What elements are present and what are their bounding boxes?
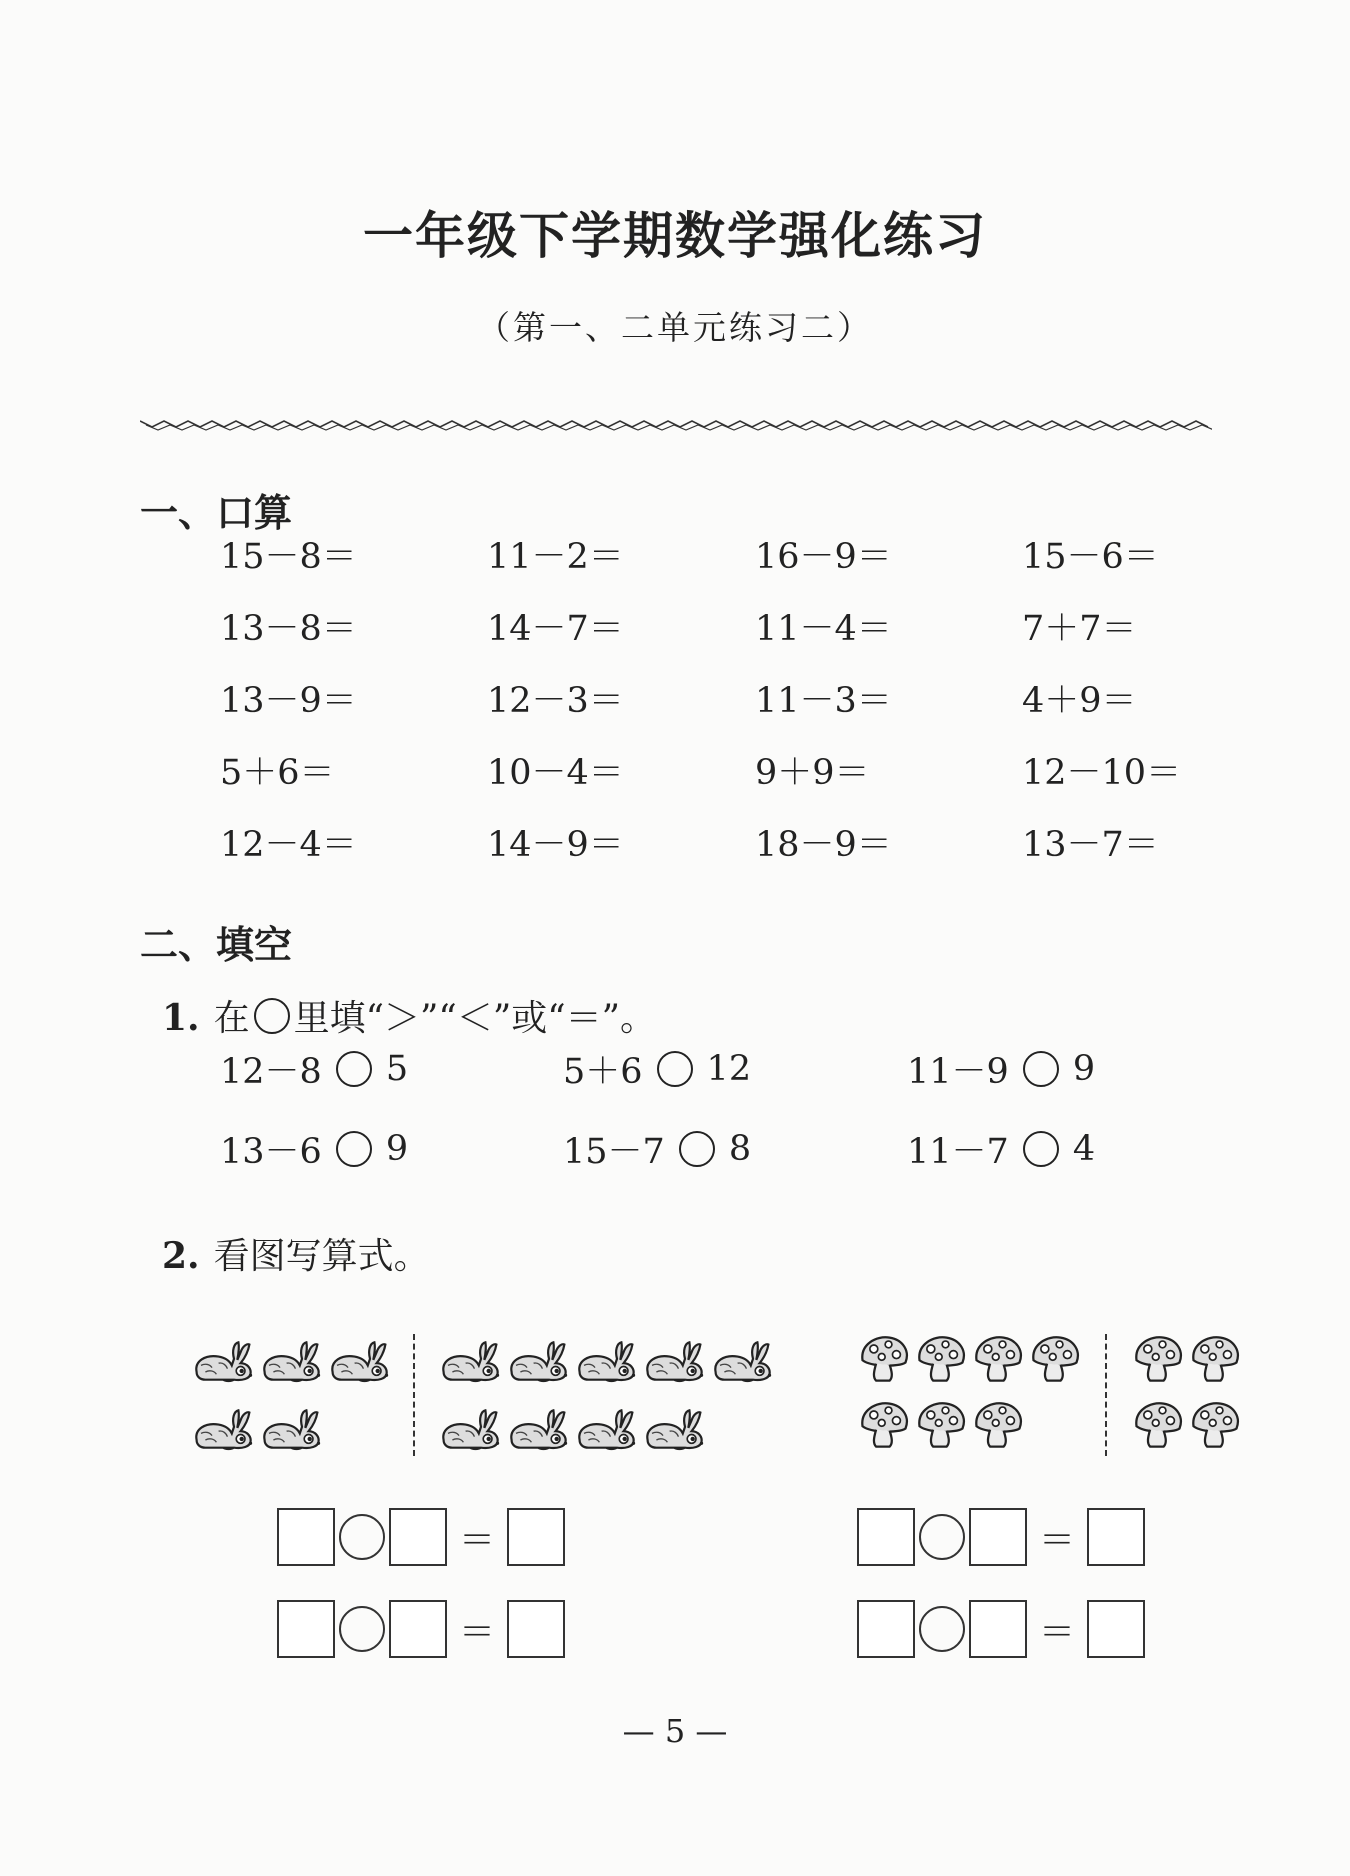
mushroom-icon: [1189, 1333, 1241, 1383]
question-2-text: 看图写算式。: [213, 1236, 430, 1277]
comparison-left: 12－8: [220, 1052, 322, 1092]
question-1-number: 1.: [162, 997, 200, 1039]
question-1-text-after: 里填“＞”“＜”或“＝”。: [293, 998, 657, 1039]
mental-math-problem: 9＋9＝: [755, 753, 870, 793]
mushroom-icon: [972, 1333, 1024, 1383]
mental-math-problem: 15－8＝: [220, 537, 357, 577]
comparison-item: [563, 1044, 751, 1094]
wavy-divider: [140, 418, 1212, 432]
operator-circle[interactable]: [339, 1514, 385, 1560]
mental-math-problem: 7＋7＝: [1022, 609, 1137, 649]
comparison-item: [907, 1044, 1095, 1094]
comparison-right: 5: [385, 1049, 409, 1089]
equation-template: [277, 1600, 565, 1658]
answer-circle[interactable]: [679, 1131, 715, 1167]
mental-math-problem: 10－4＝: [487, 753, 624, 793]
answer-circle[interactable]: [336, 1131, 372, 1167]
mental-math-problem: 11－2＝: [487, 537, 624, 577]
equal-sign: ＝: [1039, 1519, 1076, 1561]
comparison-left: 11－7: [907, 1132, 1009, 1172]
answer-circle[interactable]: [1023, 1131, 1059, 1167]
comparison-left: 13－6: [220, 1132, 322, 1172]
rabbit-icon: [505, 1406, 571, 1452]
mental-math-problem: 14－9＝: [487, 825, 624, 865]
mushroom-icon: [915, 1333, 967, 1383]
rabbit-icon: [641, 1406, 707, 1452]
equal-sign: ＝: [459, 1611, 496, 1653]
answer-box[interactable]: [857, 1600, 915, 1658]
question-1-prompt: [162, 990, 656, 1041]
answer-box[interactable]: [969, 1600, 1027, 1658]
rabbit-icon: [258, 1338, 324, 1384]
operator-circle[interactable]: [919, 1606, 965, 1652]
mental-math-problem: 11－4＝: [755, 609, 892, 649]
equal-sign: ＝: [459, 1519, 496, 1561]
comparison-left: 5＋6: [563, 1052, 643, 1092]
equation-template: [277, 1508, 565, 1566]
mental-math-problem: 4＋9＝: [1022, 681, 1137, 721]
page-title: 一年级下学期数学强化练习: [363, 207, 987, 265]
mental-math-problem: 14－7＝: [487, 609, 624, 649]
rabbit-icon: [573, 1406, 639, 1452]
comparison-item: [220, 1124, 408, 1174]
dashed-divider: [1105, 1334, 1107, 1456]
mushroom-icon: [858, 1333, 910, 1383]
question-1-text-before: 在: [213, 998, 250, 1039]
mental-math-problem: 12－4＝: [220, 825, 357, 865]
question-2-prompt: [162, 1228, 430, 1279]
rabbit-icon: [573, 1338, 639, 1384]
rabbit-icon: [709, 1338, 775, 1384]
mushroom-icon: [1132, 1333, 1184, 1383]
equation-template: [857, 1508, 1145, 1566]
rabbit-icon: [437, 1338, 503, 1384]
comparison-right: 4: [1072, 1129, 1096, 1169]
answer-box[interactable]: [1087, 1600, 1145, 1658]
answer-circle[interactable]: [657, 1051, 693, 1087]
mental-math-problem: 11－3＝: [755, 681, 892, 721]
comparison-left: 15－7: [563, 1132, 665, 1172]
comparison-item: [563, 1124, 751, 1174]
comparison-right: 9: [1072, 1049, 1096, 1089]
mental-math-problem: 15－6＝: [1022, 537, 1159, 577]
mental-math-problem: 12－3＝: [487, 681, 624, 721]
comparison-right: 12: [706, 1049, 752, 1089]
answer-box[interactable]: [389, 1600, 447, 1658]
rabbit-icon: [505, 1338, 571, 1384]
answer-box[interactable]: [969, 1508, 1027, 1566]
circle-blank-icon: [254, 998, 290, 1034]
equal-sign: ＝: [1039, 1611, 1076, 1653]
comparison-left: 11－9: [907, 1052, 1009, 1092]
mushroom-icon: [858, 1399, 910, 1449]
mushroom-icon: [1132, 1399, 1184, 1449]
comparison-item: [907, 1124, 1095, 1174]
operator-circle[interactable]: [339, 1606, 385, 1652]
comparison-right: 9: [385, 1129, 409, 1169]
mushroom-icon: [915, 1399, 967, 1449]
operator-circle[interactable]: [919, 1514, 965, 1560]
answer-box[interactable]: [277, 1508, 335, 1566]
rabbit-icon: [641, 1338, 707, 1384]
mushroom-icon: [1189, 1399, 1241, 1449]
comparison-item: [220, 1044, 408, 1094]
mental-math-problem: 13－8＝: [220, 609, 357, 649]
answer-circle[interactable]: [336, 1051, 372, 1087]
page-number: — 5 —: [622, 1712, 728, 1750]
equation-template: [857, 1600, 1145, 1658]
rabbit-icon: [190, 1406, 256, 1452]
mental-math-problem: 13－7＝: [1022, 825, 1159, 865]
question-2-number: 2.: [162, 1235, 200, 1277]
mushroom-icon: [1029, 1333, 1081, 1383]
rabbit-icon: [326, 1338, 392, 1384]
answer-box[interactable]: [389, 1508, 447, 1566]
mental-math-problem: 13－9＝: [220, 681, 357, 721]
rabbit-icon: [258, 1406, 324, 1452]
answer-box[interactable]: [277, 1600, 335, 1658]
mushroom-icon: [972, 1399, 1024, 1449]
answer-box[interactable]: [507, 1600, 565, 1658]
rabbit-icon: [190, 1338, 256, 1384]
mental-math-problem: 5＋6＝: [220, 753, 335, 793]
answer-box[interactable]: [857, 1508, 915, 1566]
mental-math-problem: 18－9＝: [755, 825, 892, 865]
answer-box[interactable]: [1087, 1508, 1145, 1566]
comparison-right: 8: [728, 1129, 752, 1169]
page-subtitle: （第一、二单元练习二）: [477, 308, 873, 347]
rabbit-icon: [437, 1406, 503, 1452]
mental-math-problem: 16－9＝: [755, 537, 892, 577]
section-1-heading: 一、口算: [140, 491, 293, 535]
answer-circle[interactable]: [1023, 1051, 1059, 1087]
section-2-heading: 二、填空: [140, 923, 293, 967]
dashed-divider: [413, 1334, 415, 1456]
mental-math-problem: 12－10＝: [1022, 753, 1182, 793]
answer-box[interactable]: [507, 1508, 565, 1566]
